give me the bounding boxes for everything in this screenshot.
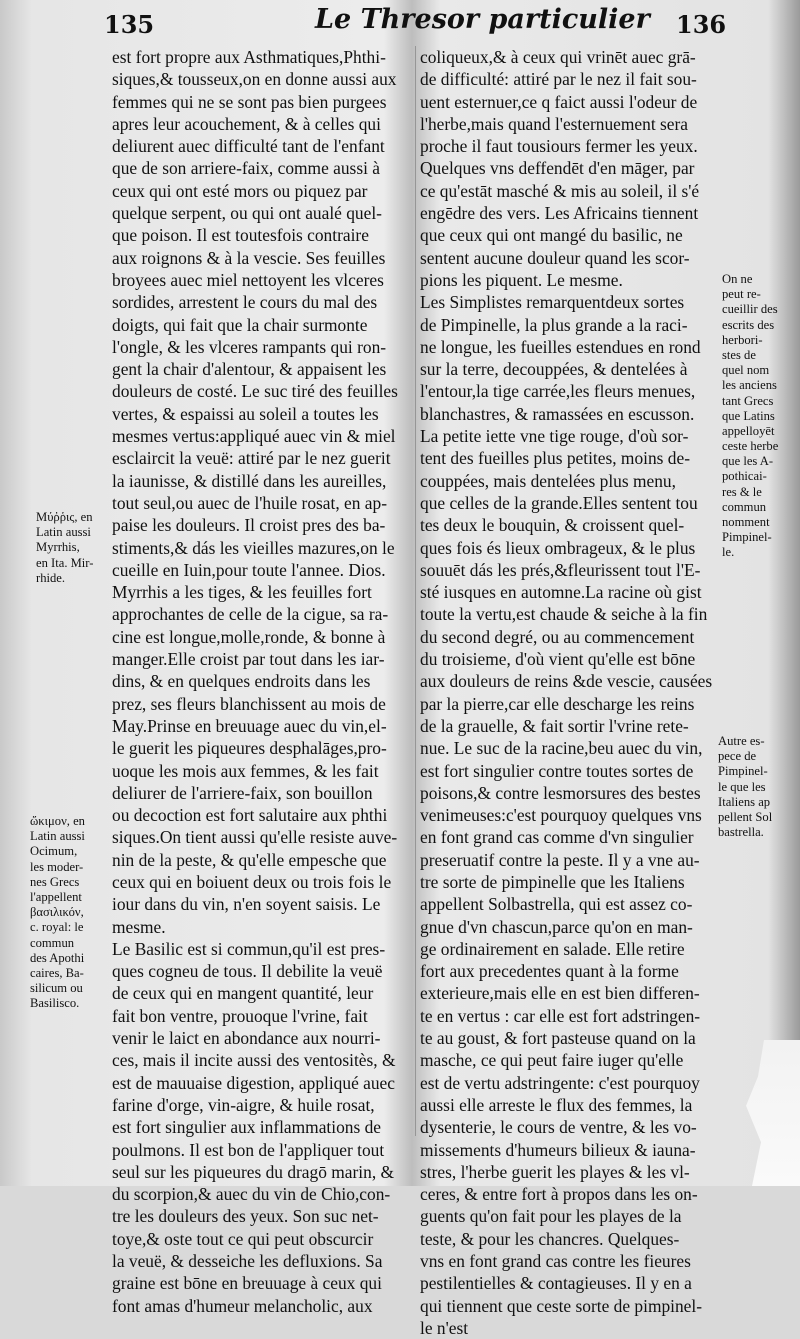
text-line: l'herbe,mais quand l'esternuement sera	[420, 113, 688, 134]
margin-note-line: On ne	[722, 272, 753, 286]
text-line: aux roignons & à la vescie. Ses feuilles	[112, 247, 386, 268]
margin-note-line: commun	[30, 935, 75, 950]
text-line: du second degré, ou au commencement	[420, 626, 695, 647]
text-line: de difficulté: attiré par le nez il fait sou-	[420, 69, 697, 90]
text-line: blanchastres, & ramassées en escusson.	[420, 403, 695, 424]
margin-note-line: pothicai-	[722, 469, 767, 484]
text-line: siques.On tient aussi qu'elle resiste auve-	[112, 827, 398, 848]
text-line: que ceux qui ont mangé du basilic, ne	[420, 225, 683, 246]
text-line: font amas d'humeur melancholic, aux	[112, 1295, 373, 1316]
margin-note-line: c. royal: le	[30, 920, 84, 935]
text-line: guents qu'on fait pour les playes de la	[420, 1206, 682, 1227]
text-line: la iaunisse, & distillé dans les aureilles,	[112, 470, 387, 491]
text-line: graine est bōne en breuuage à ceux qui	[112, 1273, 382, 1294]
text-line: en font grand cas comme d'vn singulier	[420, 827, 694, 848]
text-line: doigts, qui fait que la chair surmonte	[112, 314, 368, 335]
column-gutter	[415, 46, 416, 1136]
margin-note-line: commun	[722, 499, 767, 514]
text-line: iour dans du vin, n'en soyent saisis. Le	[112, 894, 381, 915]
margin-note-line: l'appellent	[30, 889, 82, 904]
text-line: que poison. Il est toutesfois contraire	[112, 225, 369, 246]
margin-note-line: appelloyēt	[722, 423, 775, 438]
text-line: est fort propre aux Asthmatiques,Phthi-	[112, 47, 386, 67]
text-line: ques fois és lieux ombrageux, & le plus	[420, 537, 696, 558]
margin-note-line: le que les	[718, 779, 766, 794]
text-line: apres leur acouchement, & à celles qui	[112, 113, 381, 134]
text-line: est de mauuaise digestion, appliqué auec	[112, 1072, 395, 1093]
running-title: Le Thresor particulier	[315, 4, 650, 35]
text-line: qui tiennent que ceste sorte de pimpinel-	[420, 1295, 703, 1316]
margin-note-line: le.	[722, 545, 735, 560]
text-line: tre les douleurs des yeux. Son suc net-	[112, 1206, 379, 1227]
margin-note-line: Pimpinel-	[722, 530, 772, 545]
text-line: gent la chair d'alentour, & appaisent les	[112, 359, 387, 380]
text-line: fort aux precedentes quant à la forme	[420, 961, 679, 982]
right-page-number: 136	[676, 10, 727, 39]
text-line: cine est longue,molle,ronde, & bonne à	[112, 626, 386, 647]
text-line: approchantes de celle de la cigue, sa ra-	[112, 604, 389, 625]
text-line: de ceux qui en mangent quantité, leur	[112, 983, 374, 1004]
margin-note-ocimum	[30, 814, 85, 1011]
text-line: dysenterie, le cours de ventre, & les vo-	[420, 1117, 697, 1138]
text-line: coliqueux,& à ceux qui vrinēt auec grā-	[420, 47, 696, 67]
text-line: proche il faut tousiours fermer les yeux.	[420, 136, 698, 157]
text-line: Les Simplistes remarquentdeux sortes	[420, 292, 685, 313]
text-line: uent esternuer,ce q faict aussi l'odeur de	[420, 91, 698, 112]
text-line: uoque les mois aux femmes, & les fait	[112, 760, 379, 781]
text-line: poulmons. Il est bon de l'appliquer tout	[112, 1139, 385, 1160]
margin-note-myrrhis	[36, 510, 93, 586]
text-line: de Pimpinelle, la plus grande a la raci-	[420, 314, 688, 335]
text-line: masche, ce qui peut faire iuger qu'elle	[420, 1050, 684, 1071]
text-line: ne longue, les fueilles estendues en rond	[420, 336, 701, 357]
margin-note-line: en Ita. Mir-	[36, 555, 94, 570]
text-line: souuēt dás les prés,&fleurissent tout l'E-	[420, 559, 701, 580]
margin-note-line: caires, Ba-	[30, 965, 84, 980]
text-line: Quelques vns deffendēt d'en māger, par	[420, 158, 695, 179]
text-line: tent des fueilles plus petites, moins de-	[420, 448, 690, 469]
text-line: est fort singulier aux inflammations de	[112, 1117, 382, 1138]
text-line: l'entour,la tige carrée,les fleurs menues,	[420, 381, 696, 402]
text-line: aux douleurs de reins &de vescie, causées	[420, 671, 713, 692]
left-page-number: 135	[104, 10, 155, 39]
text-line: pions les piquent. Le mesme.	[420, 269, 623, 290]
text-line: sté iusques en automne.La racine où gist	[420, 582, 702, 603]
text-line: la veuë, & desseiche les defluxions. Sa	[112, 1251, 383, 1272]
margin-note-line: pellent Sol	[718, 809, 773, 824]
margin-note-line: que les A-	[722, 454, 774, 469]
page-header	[0, 0, 800, 44]
text-line: que de son arriere-faix, comme aussi à	[112, 158, 380, 179]
text-line: quelque serpent, ou qui ont aualé quel-	[112, 203, 382, 224]
margin-note-line: Pimpinel-	[718, 764, 768, 779]
text-line: dins, & en quelques endroits dans les	[112, 671, 371, 692]
margin-note-line: βασιλικόν,	[30, 905, 84, 920]
text-line: ces, mais il incite aussi des ventositès, &	[112, 1050, 396, 1071]
text-line: tre sorte de pimpinelle que les Italiens	[420, 871, 685, 892]
margin-note-line: Autre es-	[718, 734, 765, 748]
text-line: May.Prinse en breuuage auec du vin,el-	[112, 715, 387, 736]
text-line: que celles de la grande.Elles sentent tou	[420, 492, 698, 513]
text-line: te au goust, & fort pasteuse quand on la	[420, 1028, 696, 1049]
text-line: le guerit les piqueures desphalāges,pro-	[112, 738, 387, 759]
text-line: toye,& oste tout ce qui peut obscurcir	[112, 1228, 374, 1249]
text-line: prez, ses fleurs blanchissent au mois de	[112, 693, 386, 714]
margin-note-line: escrits des	[722, 317, 775, 332]
text-line: toute la vertu,est chaude & seiche à la fin	[420, 604, 708, 625]
margin-note-line: Ocimum,	[30, 844, 78, 859]
text-line: exterieure,mais elle en est bien differen-	[420, 983, 700, 1004]
margin-note-line: rhide.	[36, 570, 66, 585]
text-line: sordides, arrestent le cours du mal des	[112, 292, 378, 313]
text-line: te en vertus : car elle est fort adstringen-	[420, 1005, 701, 1026]
text-line: de la grauelle, & fait sortir l'vrine rete-	[420, 715, 689, 736]
text-line: poisons,& contre lesmorsures des bestes	[420, 782, 701, 803]
right-text-column	[420, 46, 716, 1339]
text-line: engēdre des vers. Les Africains tiennent	[420, 203, 699, 224]
text-line: vertes, & espaissi au soleil a toutes les	[112, 403, 379, 424]
text-line: missements d'humeurs bilieux & iauna-	[420, 1139, 696, 1160]
margin-note-line: des Apothi	[30, 950, 85, 965]
text-line: femmes qui ne se sont pas bien purgees	[112, 91, 387, 112]
margin-note-line: nes Grecs	[30, 874, 80, 889]
text-line: ceres, & entre fort à propos dans les on-	[420, 1184, 698, 1205]
text-line: par la pierre,car elle descharge les reins	[420, 693, 695, 714]
margin-note-pimpinelle	[722, 272, 778, 561]
text-line: ceux qui ont esté mors ou piquez par	[112, 180, 368, 201]
text-line: mesmes vertus:appliqué auec vin & miel	[112, 426, 396, 447]
text-line: manger.Elle croist par tout dans les iar-	[112, 649, 385, 670]
margin-note-line: ceste herbe	[722, 439, 779, 454]
text-line: broyees auec miel nettoyent les vlceres	[112, 269, 384, 290]
margin-note-line: bastrella.	[718, 825, 764, 840]
text-line: gnue d'vn chascun,parce qu'on en man-	[420, 916, 693, 937]
text-line: tout seul,ou auec de l'huile rosat, en ap-	[112, 492, 388, 513]
text-line: douleurs de costé. Le suc tiré des feuilles	[112, 381, 398, 402]
margin-note-line: Basilisco.	[30, 996, 80, 1011]
text-line: fait bon ventre, prouoque l'vrine, fait	[112, 1005, 368, 1026]
text-line: stres, l'herbe guerit les playes & les vl-	[420, 1161, 690, 1182]
text-line: du troisieme, d'où vient qu'elle est bōne	[420, 649, 696, 670]
margin-note-line: stes de	[722, 347, 756, 362]
text-line: ge ordinairement en salade. Elle retire	[420, 938, 685, 959]
text-line: nin de la peste, & qu'elle empesche que	[112, 849, 387, 870]
text-line: farine d'orge, vin-aigre, & huile rosat,	[112, 1094, 375, 1115]
text-line: tes deux le bouquin, & croissent quel-	[420, 515, 685, 536]
text-line: aussi elle arreste le flux des femmes, la	[420, 1094, 693, 1115]
margin-note-line: Italiens ap	[718, 794, 771, 809]
margin-note-line: silicum ou	[30, 981, 83, 996]
text-line: siques,& tousseux,on en donne aussi aux	[112, 69, 397, 90]
margin-note-line: res & le	[722, 484, 762, 499]
margin-note-line: Latin aussi	[36, 525, 91, 540]
margin-note-line: les moder-	[30, 859, 84, 874]
text-line: pestilentielles & contagieuses. Il y en a	[420, 1273, 692, 1294]
margin-note-line: quel nom	[722, 363, 770, 378]
text-line: du scorpion,& auec du vin de Chio,con-	[112, 1184, 391, 1205]
text-line: paise les douleurs. Il croist pres des ba-	[112, 515, 386, 536]
margin-note-line: cueillir des	[722, 302, 778, 317]
text-line: seul sur les piqueures du dragō marin, &	[112, 1161, 395, 1182]
margin-note-line: que Latins	[722, 408, 775, 423]
text-line: sentent aucune douleur quand les scor-	[420, 247, 690, 268]
margin-note-line: ὤκιμον, en	[30, 814, 85, 828]
margin-note-line: Latin aussi	[30, 829, 85, 844]
text-line: cueille en Iuin,pour toute l'annee. Dios.	[112, 559, 386, 580]
margin-note-line: Myrrhis,	[36, 540, 80, 555]
text-line: ceux qui en boiuent deux ou trois fois le	[112, 871, 392, 892]
text-line: vns en font grand cas contre les fieures	[420, 1251, 691, 1272]
margin-note-line: peut re-	[722, 287, 761, 302]
text-line: esclaircit la veuë: attiré par le nez guerit	[112, 448, 391, 469]
margin-note-solbastrella	[718, 734, 772, 840]
text-line: sur la terre, decouppées, & dentelées à	[420, 359, 688, 380]
text-line: nue. Le suc de la racine,beu auec du vin,	[420, 738, 703, 759]
margin-note-line: tant Grecs	[722, 393, 774, 408]
margin-note-line: les anciens	[722, 378, 777, 393]
text-line: La petite iette vne tige rouge, d'où sor-	[420, 426, 689, 447]
margin-note-line: Μύῤῥις, en	[36, 510, 93, 524]
text-line: est de vertu adstringente: c'est pourquoy	[420, 1072, 700, 1093]
text-line: Le Basilic est si commun,qu'il est pres-	[112, 938, 386, 959]
text-line: deliurent auec difficulté tant de l'enfant	[112, 136, 385, 157]
text-line: l'ongle, & les vlceres rampants qui ron-	[112, 336, 387, 357]
text-line: venir le laict en abondance aux nourri-	[112, 1028, 381, 1049]
text-line: le n'est	[420, 1317, 469, 1338]
torn-page-corner	[740, 1040, 800, 1186]
margin-note-line: pece de	[718, 749, 757, 764]
text-line: mesme.	[112, 916, 166, 937]
text-line: ce qu'estāt masché & mis au soleil, il s'é	[420, 180, 700, 201]
text-line: venimeuses:c'est pourquoy quelques vns	[420, 805, 702, 826]
left-text-column	[112, 46, 412, 1317]
text-line: Myrrhis a les tiges, & les feuilles fort	[112, 582, 372, 603]
text-line: ou decoction est fort salutaire aux phthi	[112, 805, 388, 826]
text-line: stiments,& dás les vieilles mazures,on le	[112, 537, 395, 558]
text-line: deliurer de l'arriere-faix, son bouillon	[112, 782, 373, 803]
margin-note-line: nomment	[722, 515, 770, 529]
text-line: appellent Solbastrella, qui est assez co-	[420, 894, 693, 915]
margin-note-line: herbori-	[722, 332, 763, 347]
text-line: teste, & pour les chancres. Quelques-	[420, 1228, 680, 1249]
text-line: ques cogneu de tous. Il debilite la veuë	[112, 961, 383, 982]
text-line: est fort singulier contre toutes sortes de	[420, 760, 694, 781]
text-line: couppées, mais dentelées plus menu,	[420, 470, 676, 491]
text-line: preseruatif contre la peste. Il y a vne au-	[420, 849, 700, 870]
